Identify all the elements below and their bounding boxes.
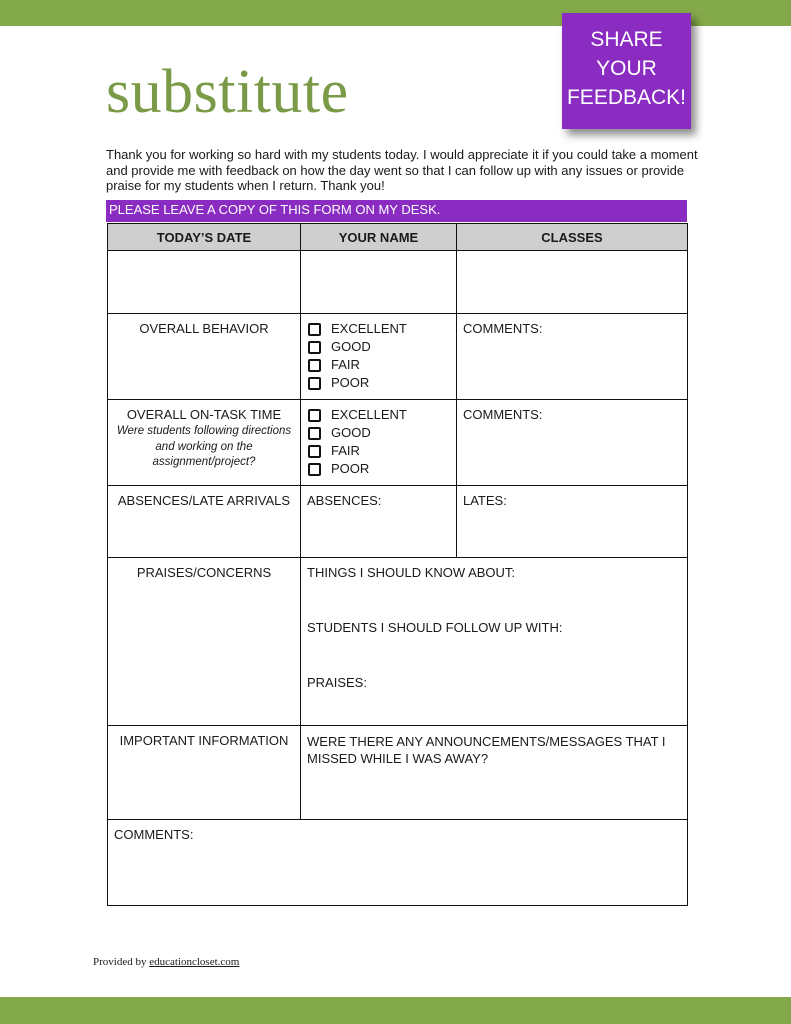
lates-field[interactable]: [457, 486, 688, 558]
behavior-option-poor[interactable]: [308, 374, 456, 392]
checkbox-icon[interactable]: [308, 427, 321, 440]
behavior-options: [301, 314, 457, 400]
feedback-form-table: [107, 223, 688, 906]
badge-line-1: SHARE: [590, 28, 663, 51]
behavior-option-fair[interactable]: [308, 356, 456, 374]
ontask-option-excellent[interactable]: [308, 406, 456, 424]
classes-field[interactable]: [457, 251, 688, 314]
ontask-options: [301, 400, 457, 486]
ontask-sublabel: Were students following directions and working on the assignment/project?: [116, 425, 292, 468]
behavior-row: [108, 314, 688, 400]
notice-banner: PLEASE LEAVE A COPY OF THIS FORM ON MY DESK.: [106, 200, 687, 222]
announcements-field[interactable]: [301, 726, 688, 820]
praises-row: [108, 558, 688, 726]
option-label: EXCELLENT: [331, 321, 407, 336]
ontask-label: OVERALL ON-TASK TIME: [126, 407, 282, 422]
behavior-label: OVERALL BEHAVIOR: [108, 314, 301, 400]
option-label: POOR: [331, 375, 370, 390]
checkbox-icon[interactable]: [308, 463, 321, 476]
absences-field[interactable]: [301, 486, 457, 558]
checkbox-icon[interactable]: [308, 323, 321, 336]
ontask-option-fair[interactable]: [308, 442, 456, 460]
absences-row: [108, 486, 688, 558]
header-todays-date: TODAY’S DATE: [108, 224, 301, 251]
option-label: FAIR: [331, 357, 360, 372]
behavior-option-good[interactable]: [308, 338, 456, 356]
footer-link[interactable]: educationcloset.com: [149, 956, 240, 968]
praises-concerns-field[interactable]: [301, 558, 688, 726]
option-label: POOR: [331, 461, 370, 476]
todays-date-field[interactable]: [108, 251, 301, 314]
option-label: GOOD: [331, 339, 371, 354]
important-row: [108, 726, 688, 820]
comments-row: [108, 820, 688, 906]
entry-row: [108, 251, 688, 314]
option-label: FAIR: [331, 443, 360, 458]
your-name-field[interactable]: [301, 251, 457, 314]
announcements-question: WERE THERE ANY ANNOUNCEMENTS/MESSAGES THAT I MISSED WHILE I WAS AWAY?: [307, 734, 666, 766]
ontask-comments-field[interactable]: [457, 400, 688, 486]
ontask-comments-label: COMMENTS:: [463, 407, 543, 422]
header-classes: CLASSES: [457, 224, 688, 251]
ontask-label-cell: [108, 400, 301, 486]
page-title: substitute: [106, 58, 349, 126]
footer-prefix: Provided by: [93, 956, 147, 968]
things-to-know-label: THINGS I SHOULD KNOW ABOUT:: [307, 565, 516, 580]
checkbox-icon[interactable]: [308, 341, 321, 354]
behavior-comments-field[interactable]: [457, 314, 688, 400]
general-comments-label: COMMENTS:: [114, 827, 194, 842]
checkbox-icon[interactable]: [308, 377, 321, 390]
behavior-option-excellent[interactable]: [308, 320, 456, 338]
general-comments-field[interactable]: [108, 820, 688, 906]
checkbox-icon[interactable]: [308, 445, 321, 458]
checkbox-icon[interactable]: [308, 409, 321, 422]
praises-row-label: PRAISES/CONCERNS: [108, 558, 301, 726]
ontask-option-poor[interactable]: [308, 460, 456, 478]
intro-text: Thank you for working so hard with my students today. I would appreciate it if you could take a moment and provide me with feedback on how the day went so that I can follow up with any issues or provide praise for my students when I return. Thank you!: [106, 147, 698, 193]
badge-line-2: YOUR: [596, 57, 657, 80]
absences-row-label: ABSENCES/LATE ARRIVALS: [108, 486, 301, 558]
ontask-option-good[interactable]: [308, 424, 456, 442]
option-label: GOOD: [331, 425, 371, 440]
bottom-green-bar: [0, 997, 791, 1024]
absences-label: ABSENCES:: [307, 493, 382, 508]
lates-label: LATES:: [463, 493, 507, 508]
ontask-row: [108, 400, 688, 486]
praises-label: PRAISES:: [307, 675, 367, 690]
footer-credit: [93, 956, 239, 968]
header-your-name: YOUR NAME: [301, 224, 457, 251]
option-label: EXCELLENT: [331, 407, 407, 422]
follow-up-students-label: STUDENTS I SHOULD FOLLOW UP WITH:: [307, 620, 563, 635]
header-row: [108, 224, 688, 251]
important-row-label: IMPORTANT INFORMATION: [108, 726, 301, 820]
share-feedback-badge: [562, 13, 691, 129]
checkbox-icon[interactable]: [308, 359, 321, 372]
badge-line-3: FEEDBACK!: [566, 86, 687, 109]
behavior-comments-label: COMMENTS:: [463, 321, 543, 336]
